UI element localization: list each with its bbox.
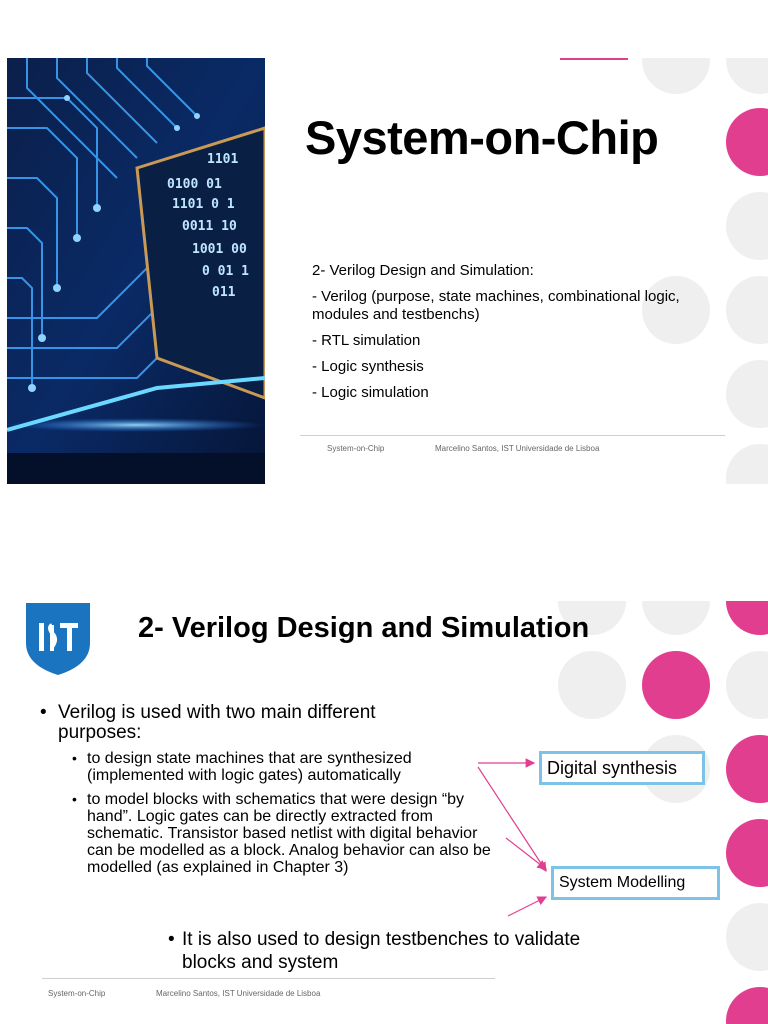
footer-divider [42,978,495,979]
slide-title [0,58,768,484]
bullet-text: It is also used to design testbenches to validate blocks and system [182,929,581,973]
footer-author: Marcelino Santos, IST Universidade de Lisboa [156,989,321,998]
footer-author: Marcelino Santos, IST Universidade de Lisboa [435,444,600,453]
slide-title-text: 2- Verilog Design and Simulation [138,612,590,644]
bullet-mark: • [72,791,77,807]
slide-title-text: System-on-Chip [305,111,659,164]
agenda-item: - Logic simulation [312,384,429,401]
svg-text:011: 011 [212,285,236,300]
agenda-item: - RTL simulation [312,332,421,349]
dot [726,276,768,344]
dot-accent [726,108,768,176]
bullet-mark: • [72,750,77,766]
svg-text:0011 10: 0011 10 [182,219,237,234]
accent-line [560,58,628,60]
bullet-mark: • [168,929,175,950]
slide-verilog [0,601,768,1024]
agenda-item: 2- Verilog Design and Simulation: [312,262,534,279]
dot [726,360,768,428]
svg-text:1101: 1101 [207,152,239,167]
arrow-to-modelling [478,767,546,871]
agenda-list [312,262,692,410]
circuit-board-image [7,58,265,484]
system-modelling-box: System Modelling [551,866,720,900]
footer-course: System-on-Chip [327,444,385,453]
footer-course: System-on-Chip [48,989,106,998]
svg-text:0 01 1: 0 01 1 [202,264,249,279]
dot [726,444,768,484]
arrow-to-modelling [506,838,546,869]
agenda-item: - Verilog (purpose, state machines, combinational logic, modules and testbenchs) [312,288,680,323]
svg-text:1001 00: 1001 00 [192,242,247,257]
svg-text:0100 01: 0100 01 [167,177,222,192]
svg-text:1101 0 1: 1101 0 1 [172,197,235,212]
bullet-text: Verilog is used with two main different purposes: [58,702,376,743]
agenda-item: - Logic synthesis [312,358,424,375]
sub-bullet-text: to design state machines that are synthesized (implemented with logic gates) automatically [87,750,412,784]
sub-bullet-text: to model blocks with schematics that were design “by hand”. Logic gates can be directly extracted from schematic. Transistor based netlist with digital behavior can be modelled as a block. Analog behavior can also be modelled (as explained in Chapter 3) [87,791,491,876]
bullet-mark: • [40,702,47,723]
footer-divider [300,435,725,436]
dot [642,58,710,94]
arrow-to-modelling [508,897,546,916]
dot [726,58,768,94]
dot [726,192,768,260]
digital-synthesis-box: Digital synthesis [539,751,705,785]
bullet-testbench [168,928,608,974]
